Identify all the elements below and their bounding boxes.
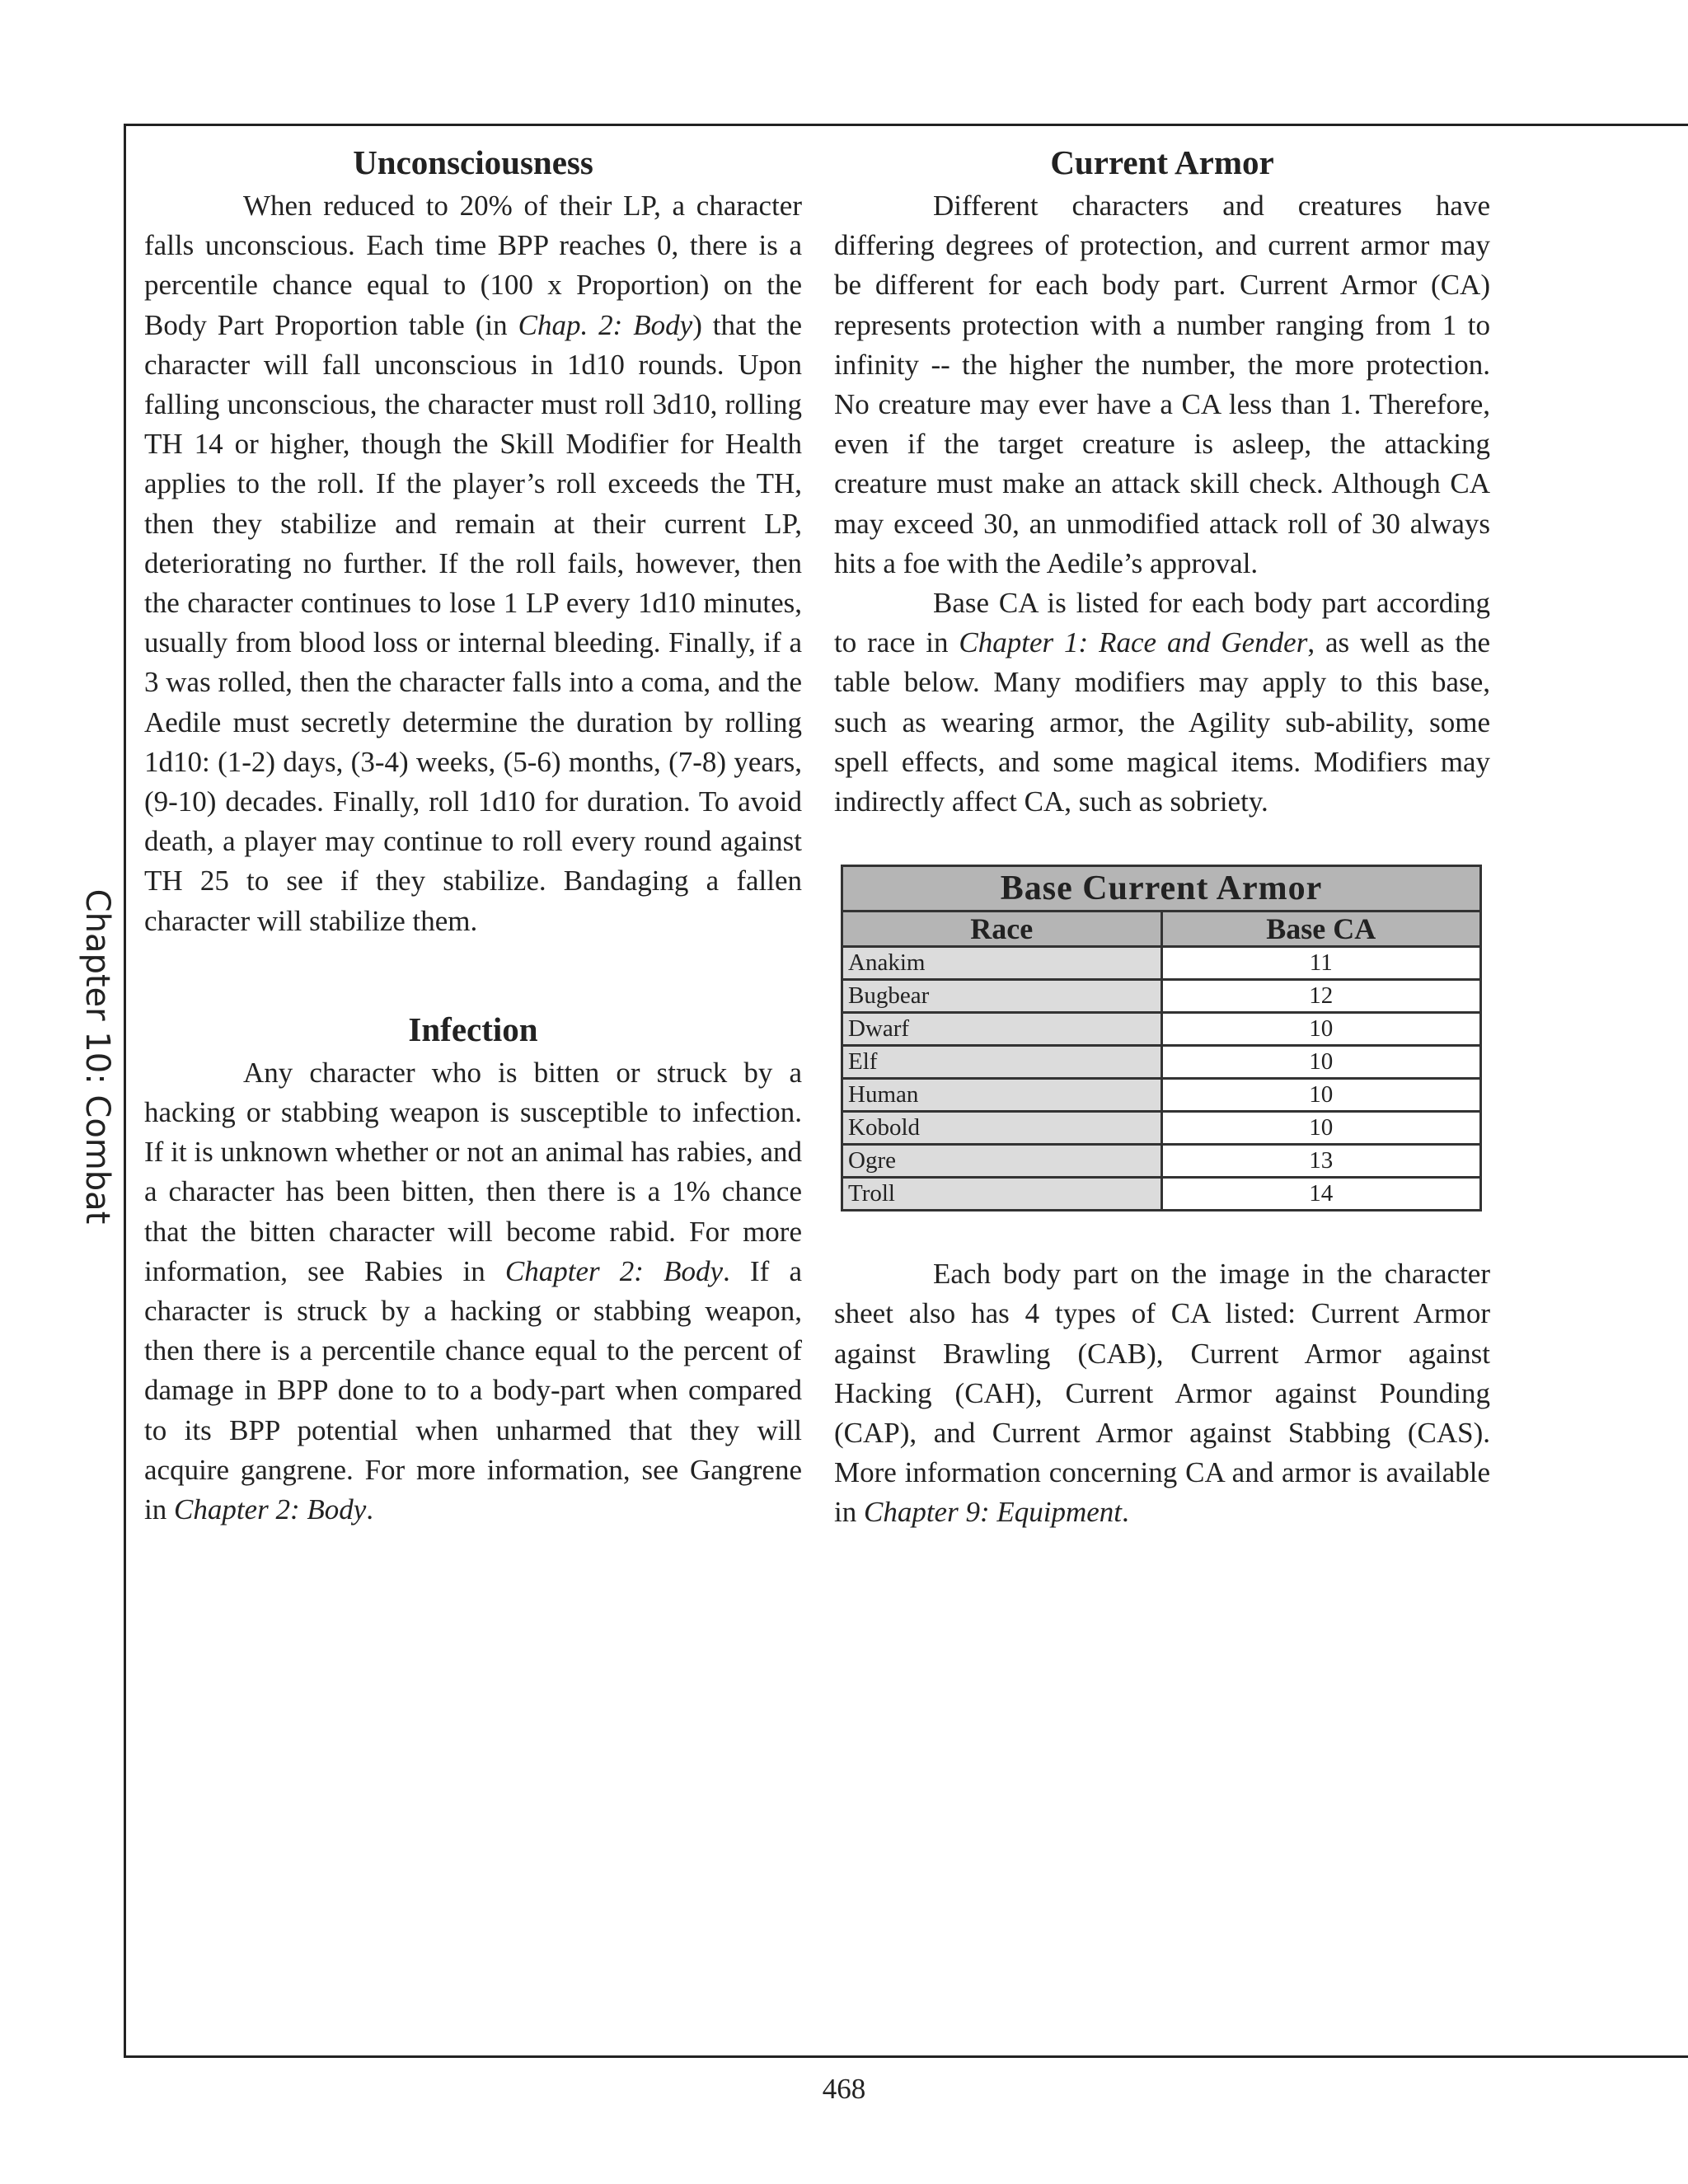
page-number: 468 [822, 2073, 866, 2105]
right-column [834, 140, 1490, 1533]
text-run: . If a character is struck by a hacking or stabbing weapon, then there is a percentile chance equal to the percent of damage in BPP done to to a body-part when compared to its BPP potential when unharmed that they will acquire gangrene. For more information, see Gangrene in [144, 1254, 802, 1526]
base-ca-cell: 10 [1161, 1112, 1481, 1145]
text-run: Any character who is bitten or struck by a hacking or stabbing weapon is susceptible to infection. If it is unknown whether or not an animal has rabies, and a character has been bitten, then there is a 1% chance that the bitten character will become rabid. For more information, see Rabies in [144, 1056, 802, 1287]
infection-paragraph [144, 1053, 802, 1530]
italic-reference: Chapter 1: Race and Gender [959, 626, 1308, 659]
infection-heading: Infection [408, 1010, 538, 1048]
column-header-base-ca: Base CA [1161, 912, 1481, 947]
table-title: Base Current Armor [842, 866, 1481, 912]
table-row [842, 947, 1481, 980]
left-column [144, 140, 802, 1530]
current-armor-paragraph-3 [834, 1254, 1490, 1532]
page-frame-bottom [124, 2055, 1688, 2058]
text-run: When reduced to 20% of their LP, a character falls unconscious. Each time BPP reaches 0, there is a percentile chance equal to (100 x Proportion) on the Body Part Proportion table (in [144, 190, 802, 341]
race-cell: Anakim [842, 947, 1162, 980]
table-row [842, 1145, 1481, 1178]
table-row [842, 1178, 1481, 1211]
base-ca-cell: 13 [1161, 1145, 1481, 1178]
text-run: Each body part on the image in the character sheet also has 4 types of CA listed: Current Armor against Brawling (CAB), Current Armor against Hacking (CAH), Current Armor against Pounding (CAP), and Current Armor against Stabbing (CAS). More information concerning CA and armor is available in [834, 1258, 1490, 1529]
unconsciousness-heading: Unconsciousness [353, 143, 593, 181]
text-run: ) that the character will fall unconscious in 1d10 rounds. Upon falling unconscious, the character must roll 3d10, rolling TH 14 or higher, though the Skill Modifier for Health applies to the roll. If the player’s roll exceeds the TH, then they stabilize and remain at their current LP, deteriorating no further. If the roll fails, however, then the character continues to lose 1 LP every 1d10 minutes, usually from blood loss or internal bleeding. Finally, if a 3 was rolled, then the character falls into a coma, and the Aedile must secretly determine the duration by rolling 1d10: (1-2) days, (3-4) weeks, (5-6) months, (7-8) years, (9-10) decades. Finally, roll 1d10 for duration. To avoid death, a player may continue to roll every round against TH 25 to see if they stabilize. Bandaging a fallen character will stabilize them. [144, 308, 802, 937]
page-frame-left [124, 124, 126, 2058]
base-ca-cell: 12 [1161, 980, 1481, 1013]
race-cell: Bugbear [842, 980, 1162, 1013]
unconsciousness-section [144, 140, 802, 941]
text-run: . [366, 1493, 374, 1526]
infection-section [144, 1007, 802, 1530]
race-cell: Dwarf [842, 1013, 1162, 1046]
base-ca-cell: 14 [1161, 1178, 1481, 1211]
column-header-race: Race [842, 912, 1162, 947]
current-armor-paragraph-2 [834, 583, 1490, 822]
base-current-armor-table-wrap [841, 865, 1482, 1212]
race-cell: Elf [842, 1046, 1162, 1079]
text-run: , as well as the table below. Many modifiers may apply to this base, such as wearing armor, the Agility sub-ability, some spell effects, and some magical items. Modifiers may indirectly affect CA, such as sobriety. [834, 626, 1491, 818]
table-row [842, 1046, 1481, 1079]
unconsciousness-paragraph [144, 186, 802, 941]
race-cell: Kobold [842, 1112, 1162, 1145]
base-ca-cell: 10 [1161, 1046, 1481, 1079]
base-ca-cell: 10 [1161, 1013, 1481, 1046]
race-cell: Ogre [842, 1145, 1162, 1178]
table-row [842, 1112, 1481, 1145]
current-armor-heading: Current Armor [1050, 143, 1274, 181]
race-cell: Human [842, 1079, 1162, 1112]
text-run: . [1122, 1496, 1129, 1529]
chapter-side-label: Chapter 10: Combat [78, 888, 116, 1225]
race-cell: Troll [842, 1178, 1162, 1211]
italic-reference: Chapter 2: Body [504, 1254, 724, 1287]
current-armor-paragraph-1: Different characters and creatures have differing degrees of protection, and current armor may be different for each body part. Current Armor (CA) represents protection with a number ranging from 1 to infinity -- the higher the number, the more protection. No creature may ever have a CA less than 1. Therefore, even if the target creature is asleep, the attacking creature must make an attack skill check. Although CA may exceed 30, an unmodified attack roll of 30 always hits a foe with the Aedile’s approval. [834, 190, 1490, 579]
table-row [842, 980, 1481, 1013]
base-current-armor-table [841, 865, 1482, 1212]
table-row [842, 1013, 1481, 1046]
italic-reference: Chapter 2: Body [173, 1493, 367, 1526]
text-run: Base CA is listed for each body part according to race in [834, 587, 1490, 659]
italic-reference: Chapter 9: Equipment [863, 1496, 1123, 1529]
base-ca-cell: 10 [1161, 1079, 1481, 1112]
table-row [842, 1079, 1481, 1112]
page-frame-top [124, 124, 1688, 126]
italic-reference: Chap. 2: Body [518, 308, 693, 341]
base-ca-cell: 11 [1161, 947, 1481, 980]
